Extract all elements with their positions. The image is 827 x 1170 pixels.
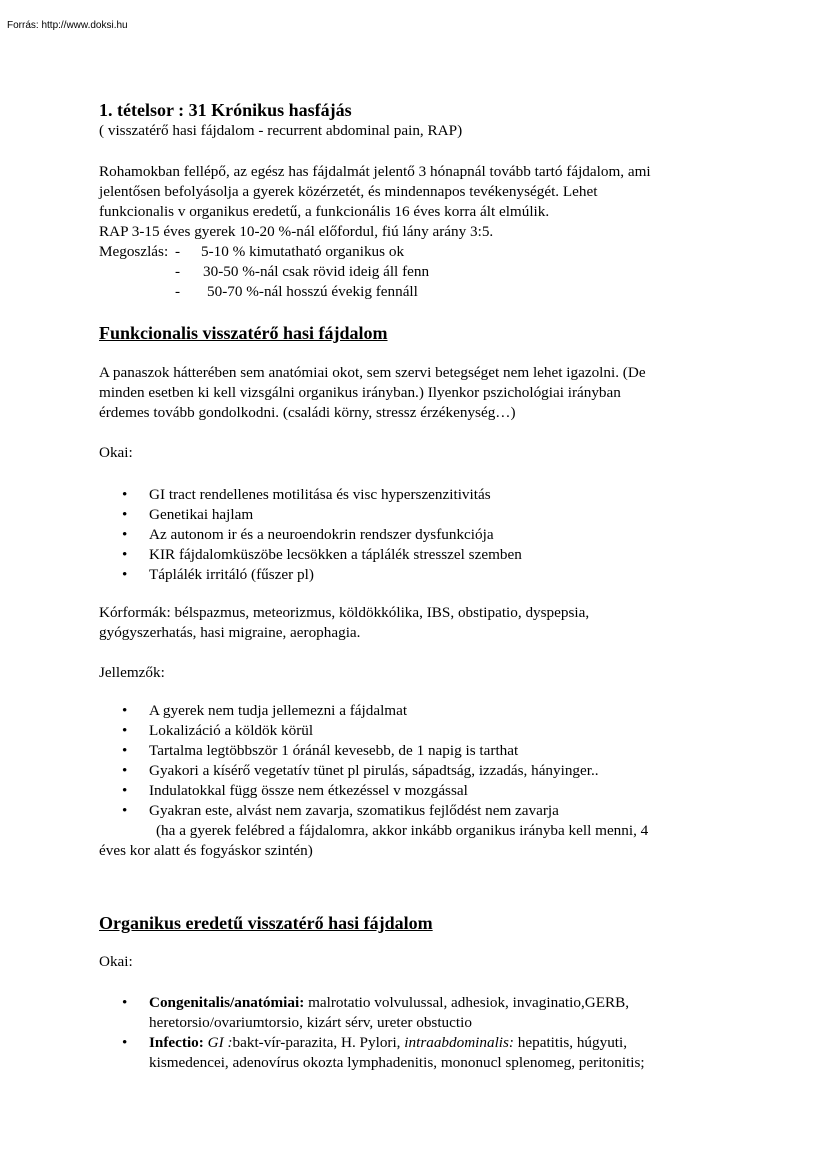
list-item-congenital xyxy=(99,993,719,1033)
distribution-item: 30-50 %-nál csak rövid ideig áll fenn xyxy=(203,263,430,280)
item-label: Infectio: xyxy=(149,1034,204,1051)
intro-line: funkcionalis v organikus eredetű, a funkcionális 16 éves korra ált elmúlik. xyxy=(99,203,550,220)
list-item: • Az autonom ir és a neuroendokrin rendszer dysfunkciója xyxy=(99,525,719,545)
source-line: Forrás: http://www.doksi.hu xyxy=(7,20,128,31)
features-label: Jellemzők: xyxy=(99,664,165,681)
item-text: kismedencei, adenovírus okozta lymphadenitis, mononucl splenomeg, peritonitis; xyxy=(149,1054,645,1071)
distribution-item: 50-70 %-nál hosszú évekig fennáll xyxy=(207,283,418,300)
causes-list xyxy=(99,485,719,585)
paragraph-line: minden esetben ki kell vizsgálni organikus irányban.) Ilyenkor pszichológiai irányban xyxy=(99,384,621,401)
item-sublabel: intraabdominalis: xyxy=(404,1034,514,1051)
paragraph-line: érdemes tovább gondolkodni. (családi körny, stressz érzékenység…) xyxy=(99,404,516,421)
intro-line: jelentősen befolyásolja a gyerek közérzetét, és mindennapos tevékenységét. Lehet xyxy=(99,183,598,200)
list-item: • A gyerek nem tudja jellemezni a fájdalmat xyxy=(99,701,719,721)
page-subtitle: ( visszatérő hasi fájdalom - recurrent abdominal pain, RAP) xyxy=(99,122,463,139)
item-label: Congenitalis/anatómiai: xyxy=(149,994,305,1011)
intro-line: Rohamokban fellépő, az egész has fájdalmát jelentő 3 hónapnál tovább tartó fájdalom, ami xyxy=(99,163,651,180)
list-item: • Gyakran este, alvást nem zavarja, szomatikus fejlődést nem zavarja xyxy=(99,801,719,821)
intro-paragraph xyxy=(99,162,719,302)
item-text: heretorsio/ovariumtorsio, kizárt sérv, ureter obstuctio xyxy=(149,1014,472,1031)
list-item: • GI tract rendellenes motilitása és visc hyperszenzitivitás xyxy=(99,485,719,505)
list-item: • Gyakori a kísérő vegetatív tünet pl pirulás, sápadtság, izzadás, hányinger.. xyxy=(99,761,719,781)
distribution-item: 5-10 % kimutatható organikus ok xyxy=(201,243,405,260)
dash: - xyxy=(175,243,181,260)
paragraph-line: A panaszok hátterében sem anatómiai okot, sem szervi betegséget nem lehet igazolni. (De xyxy=(99,364,646,381)
causes-label: Okai: xyxy=(99,444,133,461)
list-item: • Indulatokkal függ össze nem étkezéssel v mozgással xyxy=(99,781,719,801)
list-item: • Genetikai hajlam xyxy=(99,505,719,525)
section-heading-organic: Organikus eredetű visszatérő hasi fájdalom xyxy=(99,913,433,933)
page-title: 1. tételsor : 31 Krónikus hasfájás xyxy=(99,100,352,120)
item-text: hepatitis, húgyuti, xyxy=(513,1034,628,1051)
list-item-infection xyxy=(99,1033,719,1073)
section-heading-functional: Funkcionalis visszatérő hasi fájdalom xyxy=(99,323,388,343)
list-item: • KIR fájdalomküszöbe lecsökken a táplálék stresszel szemben xyxy=(99,545,719,565)
item-text: bakt-vír-parazita, H. Pylori, xyxy=(232,1034,405,1051)
organic-causes-list xyxy=(99,993,719,1073)
paragraph-line: gyógyszerhatás, hasi migraine, aerophagia. xyxy=(99,624,361,641)
document-page xyxy=(99,99,719,1073)
causes-label: Okai: xyxy=(99,953,133,970)
distribution-row xyxy=(99,282,719,302)
paragraph-line: Kórformák: bélspazmus, meteorizmus, köldökkólika, IBS, obstipatio, dyspepsia, xyxy=(99,604,590,621)
list-item: • Tartalma legtöbbször 1 óránál kevesebb, de 1 napig is tarthat xyxy=(99,741,719,761)
list-item: • Táplálék irritáló (fűszer pl) xyxy=(99,565,719,585)
intro-line: RAP 3-15 éves gyerek 10-20 %-nál előfordul, fiú lány arány 3:5. xyxy=(99,223,494,240)
note-line: éves kor alatt és fogyáskor szintén) xyxy=(99,842,313,859)
item-sublabel: GI : xyxy=(203,1034,233,1051)
distribution-label: Megoszlás: xyxy=(99,243,169,260)
features-list xyxy=(99,701,719,821)
item-text: malrotatio volvulussal, adhesiok, invaginatio,GERB, xyxy=(304,994,630,1011)
distribution-row xyxy=(99,242,719,262)
dash: - xyxy=(175,283,181,300)
forms-paragraph xyxy=(99,603,719,643)
list-item: • Lokalizáció a köldök körül xyxy=(99,721,719,741)
distribution-row xyxy=(99,262,719,282)
functional-paragraph xyxy=(99,363,719,423)
dash: - xyxy=(175,263,181,280)
note-line: (ha a gyerek felébred a fájdalomra, akkor inkább organikus irányba kell menni, 4 xyxy=(156,822,649,839)
features-note xyxy=(99,821,719,861)
